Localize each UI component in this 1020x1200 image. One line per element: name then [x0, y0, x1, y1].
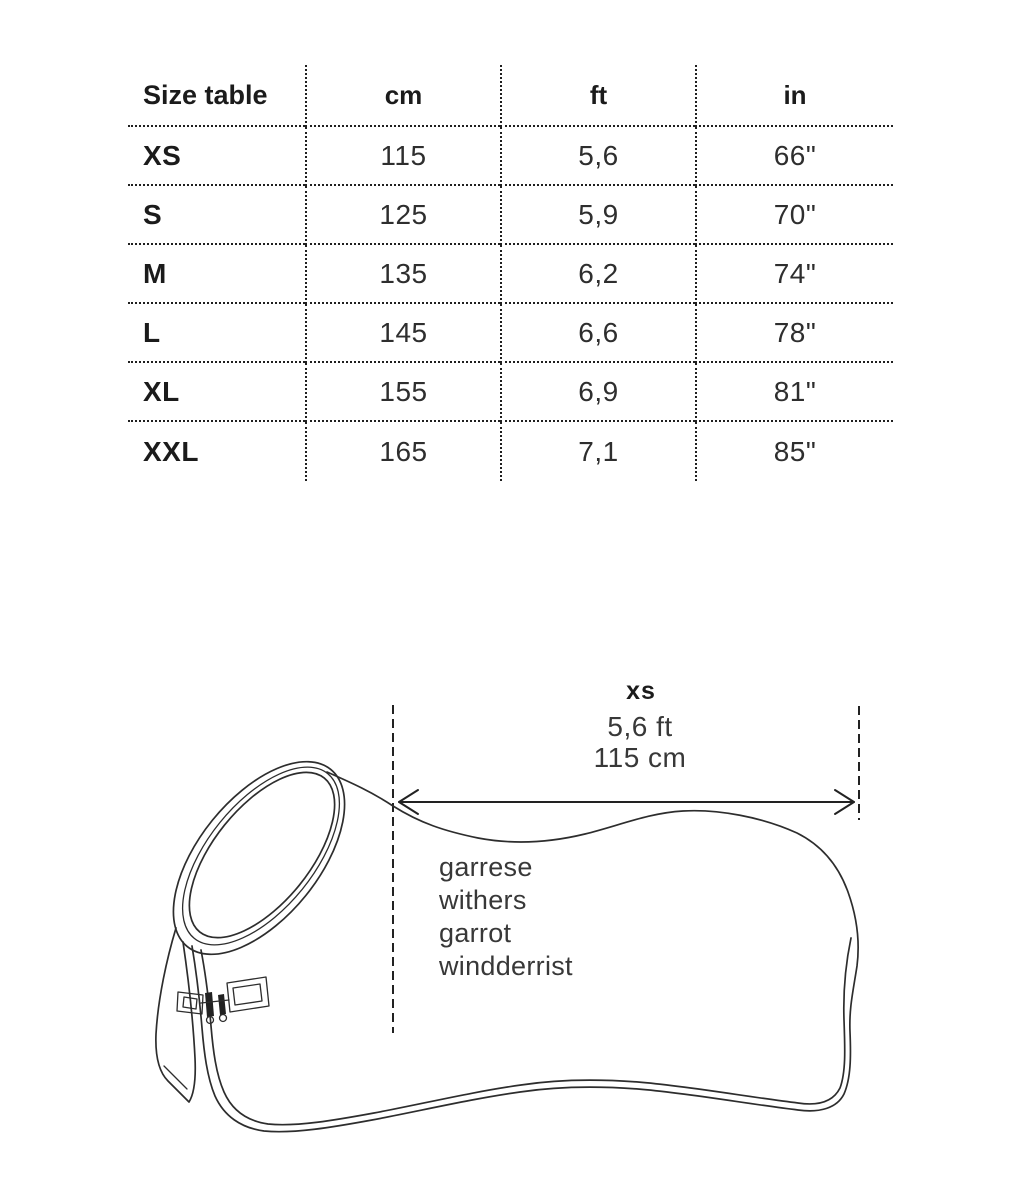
table-row-size: M	[128, 245, 305, 304]
table-cell-cm: 125	[305, 186, 500, 245]
chest-flap	[156, 928, 195, 1102]
table-row-size: XL	[128, 363, 305, 422]
buckle-hardware	[201, 992, 229, 1024]
neck-collar	[141, 732, 378, 985]
table-cell-in: 81"	[695, 363, 893, 422]
diagram-cm-value: 115 cm	[593, 742, 687, 773]
table-cell-cm: 115	[305, 127, 500, 186]
measure-arrow	[399, 790, 854, 814]
table-cell-in: 78"	[695, 304, 893, 363]
table-row-size: XS	[128, 127, 305, 186]
column-header-ft: ft	[500, 65, 695, 127]
table-cell-in: 66"	[695, 127, 893, 186]
column-header-in: in	[695, 65, 893, 127]
table-row-size: XXL	[143, 435, 199, 467]
table-cell-cm: 155	[305, 363, 500, 422]
table-cell-cm: 165	[305, 422, 500, 481]
table-cell-in: 70"	[695, 186, 893, 245]
term-garrese: garrese	[439, 852, 533, 882]
term-withers: withers	[439, 885, 527, 915]
table-cell-ft: 7,1	[500, 422, 695, 481]
table-row-size: L	[128, 304, 305, 363]
table-cell-in: 74"	[695, 245, 893, 304]
table-row-size: S	[128, 186, 305, 245]
table-title: Size table	[143, 79, 268, 110]
table-cell-cm: 135	[305, 245, 500, 304]
table-cell-ft: 6,2	[500, 245, 695, 304]
withers-terms-list	[439, 851, 573, 983]
term-garrot: garrot	[439, 918, 512, 948]
table-cell-ft: 6,9	[500, 363, 695, 422]
table-cell-ft: 6,6	[500, 304, 695, 363]
diagram-size-label: xs	[626, 677, 656, 705]
diagram-ft-value: 5,6 ft	[607, 711, 673, 742]
table-cell-ft: 5,9	[500, 186, 695, 245]
table-cell-ft: 5,6	[500, 127, 695, 186]
table-cell-cm: 145	[305, 304, 500, 363]
table-cell-in: 85"	[695, 422, 893, 481]
term-windderrist: windderrist	[439, 951, 573, 981]
column-header-cm: cm	[305, 65, 500, 127]
